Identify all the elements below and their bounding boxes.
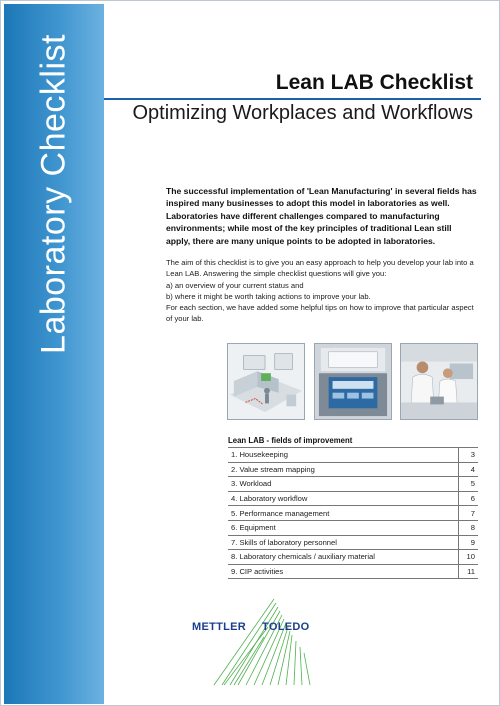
- intro-line: The aim of this checklist is to give you an easy approach to help you develop your lab into a Lean LAB. Answering the simple checklist questions will give you:: [166, 258, 474, 279]
- toc-label: 8. Laboratory chemicals / auxiliary material: [228, 550, 458, 565]
- logo-word-left: METTLER: [192, 621, 247, 633]
- intro-line: b) where it might be worth taking actions to improve your lab.: [166, 291, 371, 301]
- logo-word-right: TOLEDO: [262, 621, 310, 633]
- photo-strip: [227, 343, 479, 420]
- toc-row[interactable]: [228, 462, 478, 477]
- toc-page-number: 5: [458, 477, 478, 492]
- toc-page-number: 7: [458, 506, 478, 521]
- toc-label: 2. Value stream mapping: [228, 462, 458, 477]
- intro-line: For each section, we have added some helpful tips on how to improve that particular aspect of your lab.: [166, 303, 474, 324]
- sidebar-band: [4, 4, 104, 704]
- toc-label: 5. Performance management: [228, 506, 458, 521]
- toc-row[interactable]: [228, 506, 478, 521]
- toc-label: 3. Workload: [228, 477, 458, 492]
- company-logo: [164, 597, 374, 687]
- toc-row[interactable]: [228, 520, 478, 535]
- toc-page-number: 4: [458, 462, 478, 477]
- toc-label: 7. Skills of laboratory personnel: [228, 535, 458, 550]
- toc-page-number: 10: [458, 550, 478, 565]
- document-title: Lean LAB Checklist: [275, 71, 473, 94]
- toc-label: 6. Equipment: [228, 520, 458, 535]
- toc-row[interactable]: [228, 491, 478, 506]
- toc-page-number: 11: [458, 564, 478, 579]
- intro-line: a) an overview of your current status and: [166, 280, 304, 290]
- document-subtitle: Optimizing Workplaces and Workflows: [132, 102, 473, 124]
- toc-page-number: 8: [458, 520, 478, 535]
- toc-label: 1. Housekeeping: [228, 448, 458, 463]
- toc-row[interactable]: [228, 448, 478, 463]
- intro-bold-paragraph: The successful implementation of 'Lean Manufacturing' in several fields has inspired many businesses to adopt this model in laboratories as well. Laboratories have different challenges compared to manufacturing environments; while most of the key principles of traditional Lean still apply, there are many unique points to be adopted in laboratories.: [166, 186, 477, 246]
- toc-label: 9. CIP activities: [228, 564, 458, 579]
- logo-line-graphic: [164, 597, 374, 687]
- lab-technicians-photo: [400, 343, 478, 420]
- toc-table: [228, 447, 478, 579]
- toc-row[interactable]: [228, 535, 478, 550]
- toc-row[interactable]: [228, 550, 478, 565]
- toc-row[interactable]: [228, 564, 478, 579]
- toc-row[interactable]: [228, 477, 478, 492]
- title-divider: [104, 98, 481, 100]
- logo-wordmark: [192, 621, 309, 633]
- toc-page-number: 6: [458, 491, 478, 506]
- toc-label: 4. Laboratory workflow: [228, 491, 458, 506]
- toc-page-number: 9: [458, 535, 478, 550]
- intro-paragraph: [166, 257, 478, 325]
- toc-page-number: 3: [458, 448, 478, 463]
- toc-heading: Lean LAB - fields of improvement: [228, 436, 353, 445]
- sidebar-title: Laboratory Checklist: [34, 34, 73, 354]
- balance-touchscreen-photo: [314, 343, 392, 420]
- lab-workplace-illustration: [227, 343, 305, 420]
